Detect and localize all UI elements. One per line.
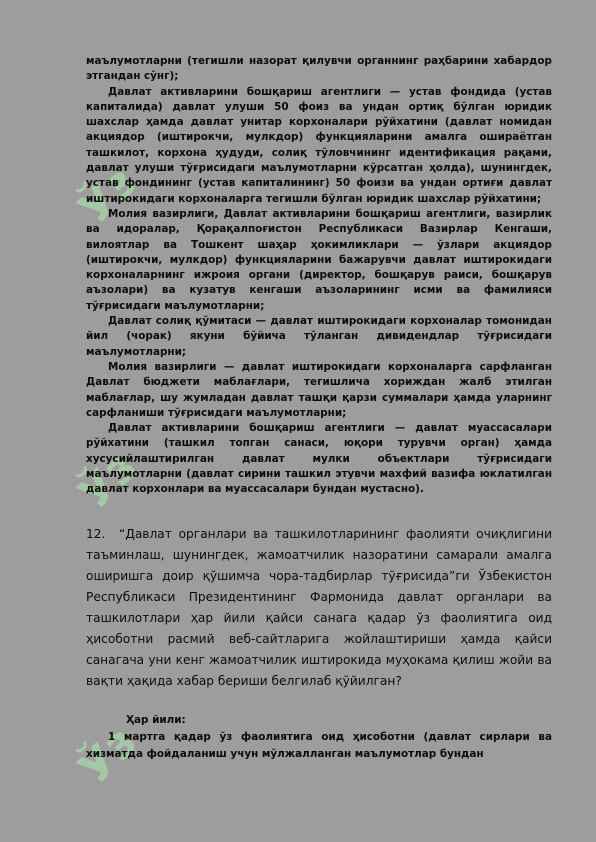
watermark: Ўз	[68, 156, 147, 235]
data-list-section	[86, 54, 552, 498]
watermark: Ўз	[68, 441, 147, 520]
question-number: 12.	[86, 526, 106, 541]
list-paragraph: Давлат активларини бошқариш агентлиги — устав фондида (устав капиталида) давлат улуши 50 фоиз ва ундан ортиқ бўлган юридик шахслар ҳамда давлат унитар корхоналари рўйхатини (давлат номидан акциядор (иштирокчи, мулкдор) функцияларини амалга ошираётган ташкилот, корхона ҳудуди, солиқ тўловчининг идентификация рақами, давлат улуши тўғрисидаги маълумотларни кўрсатган ҳолда), шунингдек, устав фондининг (устав капиталининг) 50 фоизи ва ундан ортиғи давлат иштирокидаги корхоналарга тегишли бўлган юридик шахслар рўйхатини;	[86, 85, 552, 205]
question-text: “Давлат органлари ва ташкилотларининг фаолияти очиқлигини таъминлаш, шунингдек, жамоатчилик назоратини самарали амалга оширишга доир қўшимча чора-тадбирлар тўғрисида”ги Ўзбекистон Республикаси Президентининг Фармонида давлат органлари ва ташкилотлари ҳар йили қайси санага қадар ўз фаолиятига оид ҳисоботни расмий веб-сайтларига жойлаштириши ҳамда қайси санагача уни кенг жамоатчилик иштирокида муҳокама қилиш жойи ва вақти ҳақида хабар бериши белгилаб қўйилган?	[86, 526, 552, 688]
list-paragraph: Давлат активларини бошқариш агентлиги — давлат муассасалари рўйхатини (ташкил топган санаси, юқори турувчи орган) ҳамда хусусийлаштирилган давлат мулки объектлари тўғрисидаги маълумотларни (давлат сирини ташкил этувчи махфий вазифа юклатилган давлат корхонлари ва муассасалари бундан мустасно).	[86, 422, 552, 496]
answer-paragraph: 1 мартга қадар ўз фаолиятига оид ҳисоботни (давлат сирлари ва хизматда фойдаланиш учун мўлжалланган маълумотлар бундан	[86, 730, 552, 760]
list-paragraph: маълумотларни (тегишли назорат қилувчи органнинг раҳбарини хабардор этгандан сўнг);	[86, 55, 552, 83]
list-paragraph: Молия вазирлиги — давлат иштирокидаги корхоналарга сарфланган Давлат бюджети маблағлари, тегишлича хориждан жалб этилган маблағлар, шу жумладан давлат ташқи қарзи суммалари ҳамда уларнинг сарфланиши тўғрисидаги маълумотларни;	[86, 360, 552, 419]
list-paragraph: Давлат солиқ қўмитаси — давлат иштирокидаги корхоналар томонидан йил (чорак) якуни бўйича тўланган дивидендлар тўғрисидаги маълумотларни;	[86, 315, 552, 358]
watermark: Ўз	[68, 716, 147, 795]
answer-section	[86, 712, 552, 763]
list-paragraph: Молия вазирлиги, Давлат активларини бошқариш агентлиги, вазирлик ва идоралар, Қорақалпоғистон Республикаси Вазирлар Кенгаши, вилоятлар ва Тошкент шаҳар ҳокимликлари — ўзлари акциядор (иштирокчи, мулкдор) функцияларини бажарувчи давлат иштирокидаги корхоналарнинг ижроия органи (директор, бошқарув раиси, бошқарув аъзолари) ва кузатув кенгаши аъзоларининг исми ва фамилияси тўғрисидаги маълумотларни;	[86, 207, 552, 312]
question-paragraph	[86, 524, 552, 692]
question-section	[86, 524, 552, 692]
document-page	[86, 54, 552, 763]
answer-heading: Ҳар йили:	[126, 713, 186, 726]
